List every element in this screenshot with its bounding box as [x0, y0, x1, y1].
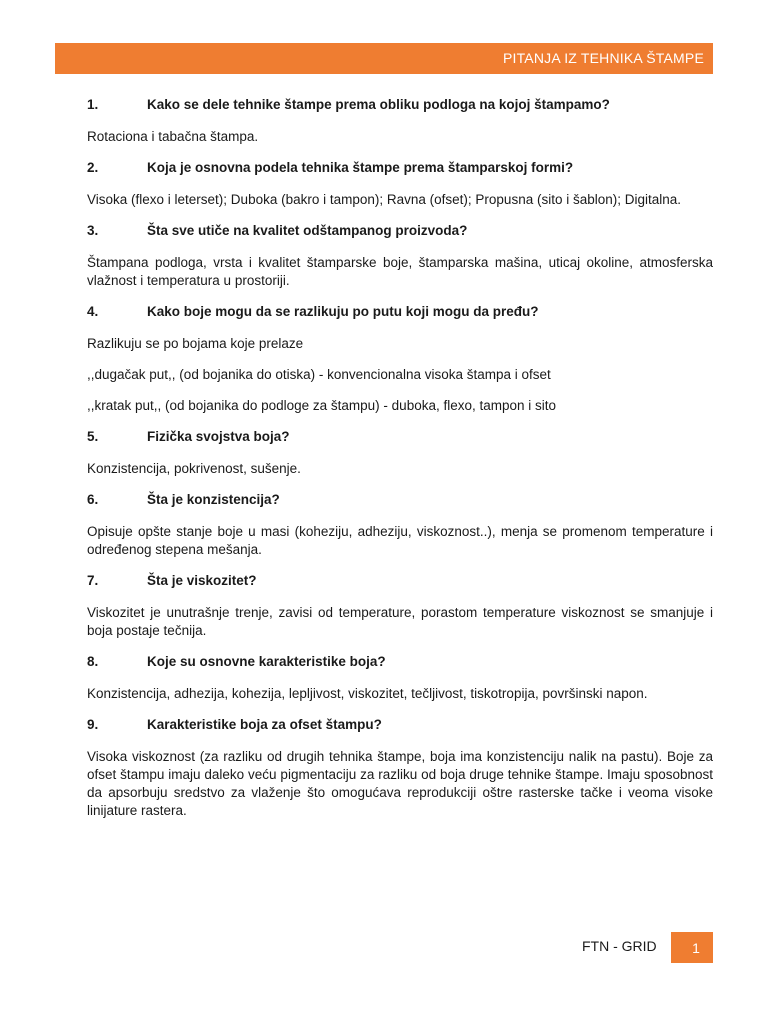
- question: [87, 491, 713, 509]
- header-bar: [55, 43, 713, 74]
- qa-item-5: [87, 428, 713, 478]
- question-text: Šta sve utiče na kvalitet odštampanog proizvoda?: [147, 223, 468, 238]
- qa-item-8: [87, 653, 713, 703]
- question: [87, 572, 713, 590]
- question-text: Šta je konzistencija?: [147, 492, 280, 507]
- question-text: Kako boje mogu da se razlikuju po putu koji mogu da pređu?: [147, 304, 539, 319]
- answer-text: ,,dugačak put,, (od bojanika do otiska) - konvencionalna visoka štampa i ofset: [87, 367, 551, 382]
- question: [87, 303, 713, 321]
- header-title: PITANJA IZ TEHNIKA ŠTAMPE: [502, 50, 704, 66]
- qa-item-1: [87, 96, 713, 146]
- question-number: 5.: [87, 429, 99, 444]
- question-text: Koje su osnovne karakteristike boja?: [147, 654, 386, 669]
- answer-text: Visoka (flexo i leterset); Duboka (bakro i tampon); Ravna (ofset); Propusna (sito i šablon); Digitalna.: [87, 192, 682, 207]
- qa-item-7: [87, 572, 713, 640]
- page-number: 1: [671, 932, 713, 963]
- qa-item-3: [87, 222, 713, 290]
- footer-label: FTN - GRID: [582, 938, 657, 954]
- answer-text: Štampana podloga, vrsta i kvalitet štamparske boje, štamparska mašina, uticaj okoline, atmosferska vlažnost i temperatura u prostoriji.: [87, 255, 713, 288]
- qa-list: [87, 96, 713, 833]
- answer-text: Konzistencija, adhezija, kohezija, lepljivost, viskozitet, tečljivost, tiskotropija, površinski napon.: [87, 686, 648, 701]
- question-text: Kako se dele tehnike štampe prema obliku podloga na kojoj štampamo?: [147, 97, 610, 112]
- question-text: Šta je viskozitet?: [147, 573, 257, 588]
- answer-text: Opisuje opšte stanje boje u masi (koheziju, adheziju, viskoznost..), menja se promenom temperature i određenog stepena mešanja.: [87, 524, 713, 557]
- question-text: Koja je osnovna podela tehnika štampe prema štamparskoj formi?: [147, 160, 574, 175]
- answer-text: ,,kratak put,, (od bojanika do podloge za štampu) - duboka, flexo, tampon i sito: [87, 398, 557, 413]
- question-text: Karakteristike boja za ofset štampu?: [147, 717, 382, 732]
- question: [87, 159, 713, 177]
- question: [87, 96, 713, 114]
- question: [87, 653, 713, 671]
- question-number: 4.: [87, 304, 99, 319]
- answer-text: Rotaciona i tabačna štampa.: [87, 129, 259, 144]
- question-number: 3.: [87, 223, 99, 238]
- question-number: 7.: [87, 573, 99, 588]
- question-number: 8.: [87, 654, 99, 669]
- question-number: 9.: [87, 717, 99, 732]
- question-number: 1.: [87, 97, 99, 112]
- qa-item-4: [87, 303, 713, 415]
- question-number: 6.: [87, 492, 99, 507]
- qa-item-9: [87, 716, 713, 820]
- answer-text: Konzistencija, pokrivenost, sušenje.: [87, 461, 301, 476]
- question-number: 2.: [87, 160, 99, 175]
- answer-text: Razlikuju se po bojama koje prelaze: [87, 336, 304, 351]
- qa-item-2: [87, 159, 713, 209]
- question-text: Fizička svojstva boja?: [147, 429, 290, 444]
- answer-text: Visoka viskoznost (za razliku od drugih tehnika štampe, boja ima konzistenciju nalik na pastu). Boje za ofset štampu imaju daleko veću pigmentaciju za razliku od boja druge tehnike štampe. Imaju sposobnost da apsorbuju sredstvo za vlaženje što omogućava reprodukciji oštre rasterske tačke i veoma visoke linijature rastera.: [87, 749, 713, 818]
- question: [87, 222, 713, 240]
- answer-text: Viskozitet je unutrašnje trenje, zavisi od temperature, porastom temperature viskoznost se smanjuje i boja postaje tečnija.: [87, 605, 713, 638]
- question: [87, 716, 713, 734]
- question: [87, 428, 713, 446]
- qa-item-6: [87, 491, 713, 559]
